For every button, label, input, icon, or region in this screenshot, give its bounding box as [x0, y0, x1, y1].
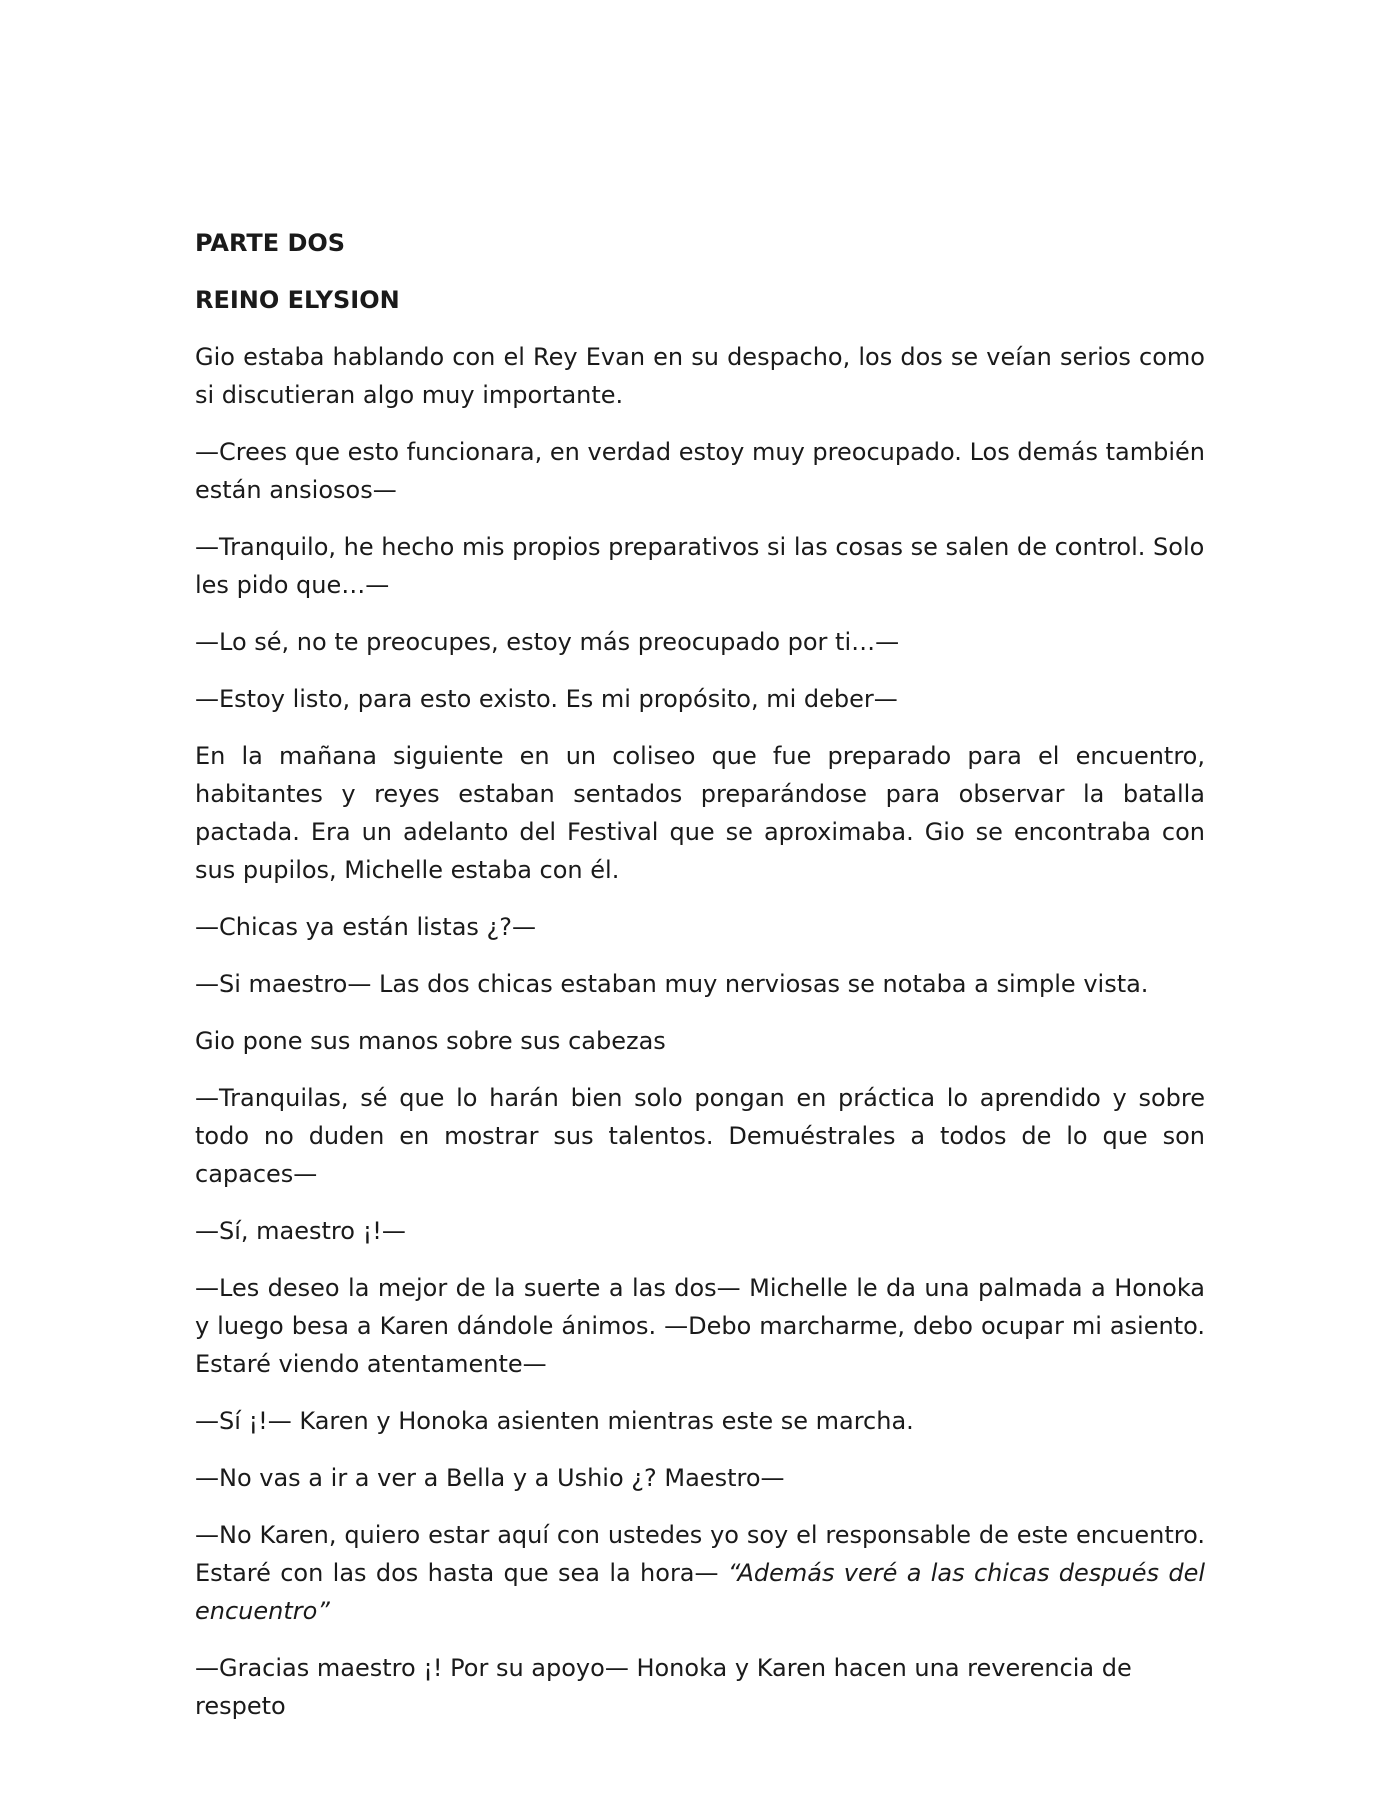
paragraph: —Tranquilas, sé que lo harán bien solo pongan en práctica lo aprendido y sobre todo no duden en mostrar sus talentos. Demuéstrales a todos de lo que son capaces— [195, 1084, 1205, 1188]
paragraph: —Les deseo la mejor de la suerte a las dos— Michelle le da una palmada a Honoka y luego besa a Karen dándole ánimos. —Debo marcharme, debo ocupar mi asiento. Estaré viendo atentamente— [195, 1274, 1205, 1378]
paragraph: —Chicas ya están listas ¿?— [195, 913, 537, 941]
paragraph [195, 1516, 1205, 1630]
chapter-heading: REINO ELYSION [195, 286, 400, 314]
paragraph: En la mañana siguiente en un coliseo que fue preparado para el encuentro, habitantes y reyes estaban sentados preparándose para observar la batalla pactada. Era un adelanto del Festival que se aproximaba. Gio se encontraba con sus pupilos, Michelle estaba con él. [195, 742, 1205, 884]
paragraph: —Sí ¡!— Karen y Honoka asienten mientras este se marcha. [195, 1407, 914, 1435]
paragraph: —Tranquilo, he hecho mis propios preparativos si las cosas se salen de control. Solo les pido que…— [195, 533, 1205, 599]
paragraph-text: —No Karen, quiero estar aquí con ustedes yo soy el responsable de este encuentro. Estaré con las dos hasta que sea la hora— [195, 1521, 1205, 1587]
paragraph-italic-thought: “Además veré a las chicas después del encuentro” [195, 1559, 1206, 1625]
paragraph: Gio estaba hablando con el Rey Evan en su despacho, los dos se veían serios como si discutieran algo muy importante. [195, 343, 1205, 409]
paragraph: —Sí, maestro ¡!— [195, 1217, 406, 1245]
paragraph: —No vas a ir a ver a Bella y a Ushio ¿? Maestro— [195, 1464, 785, 1492]
paragraph: —Si maestro— Las dos chicas estaban muy nerviosas se notaba a simple vista. [195, 970, 1149, 998]
paragraph: —Estoy listo, para esto existo. Es mi propósito, mi deber— [195, 685, 898, 713]
paragraph: —Gracias maestro ¡! Por su apoyo— Honoka y Karen hacen una reverencia de respeto [195, 1654, 1132, 1720]
paragraph: —Crees que esto funcionara, en verdad estoy muy preocupado. Los demás también están ansiosos— [195, 438, 1205, 504]
part-heading: PARTE DOS [195, 229, 346, 257]
paragraph: —Lo sé, no te preocupes, estoy más preocupado por ti…— [195, 628, 900, 656]
paragraph: Gio pone sus manos sobre sus cabezas [195, 1027, 666, 1055]
document-page [195, 224, 1205, 1744]
